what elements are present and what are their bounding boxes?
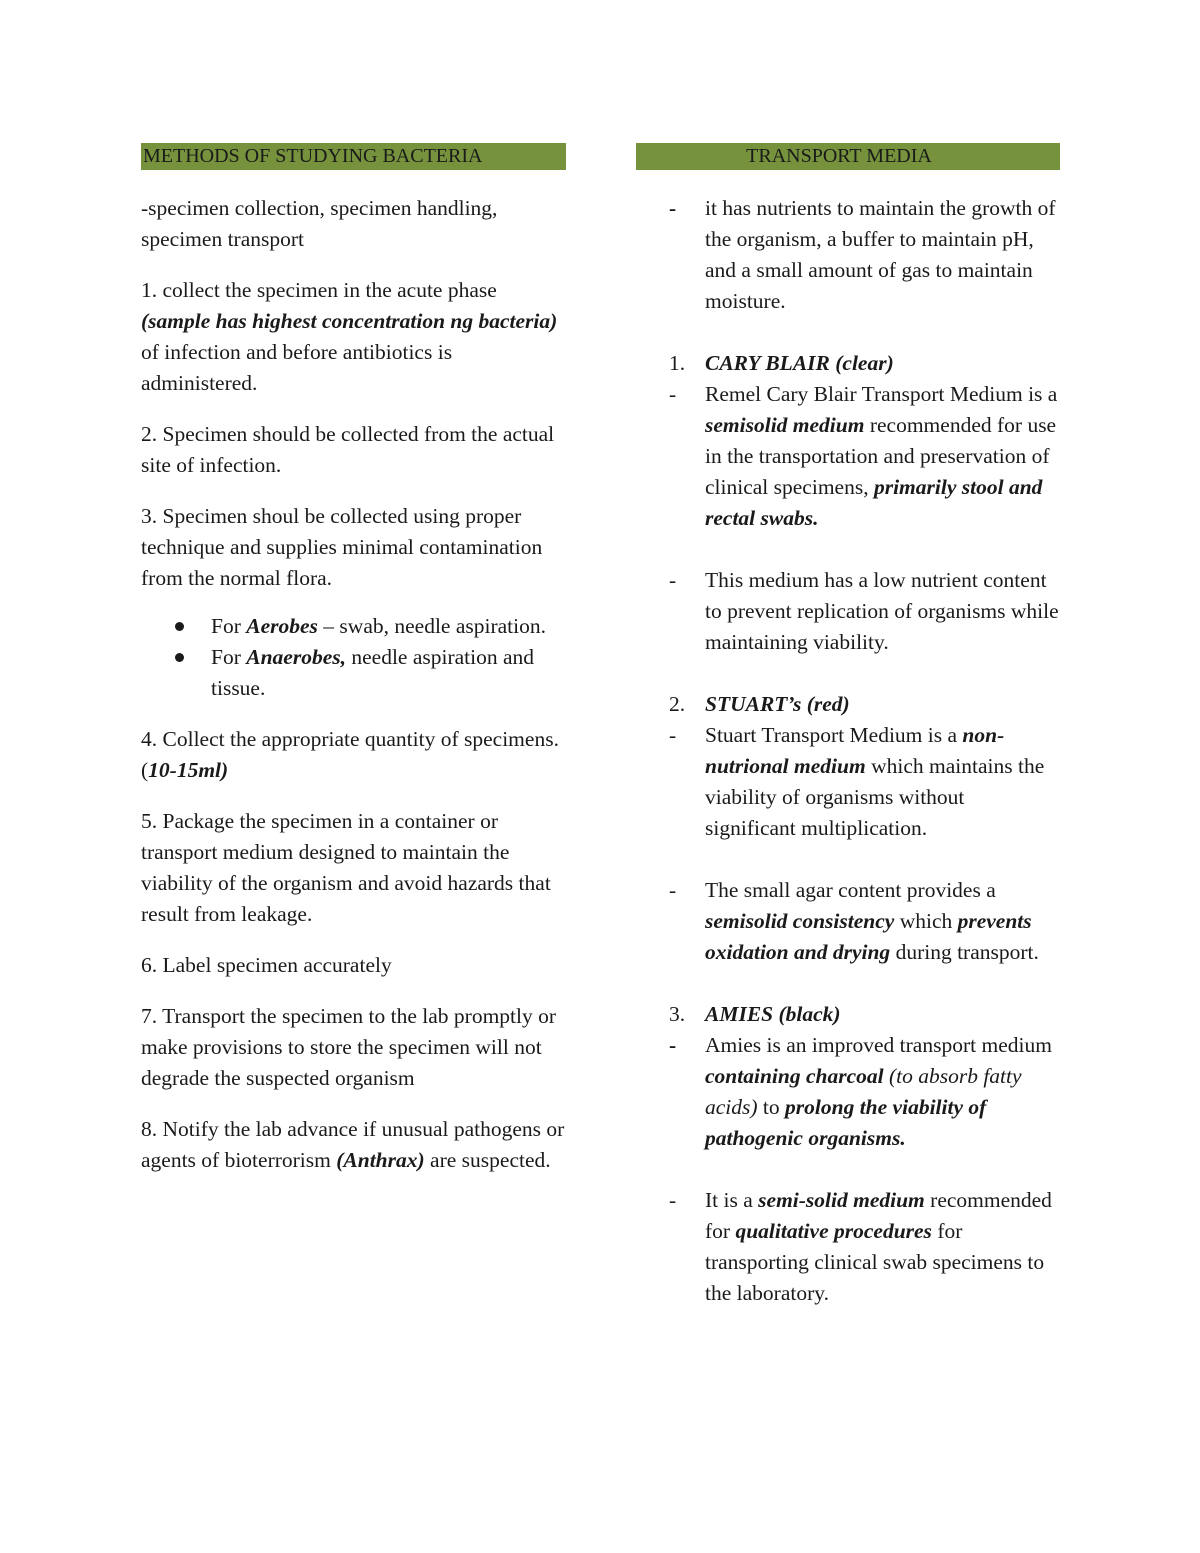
step-3: 3. Specimen shoul be collected using proper technique and supplies minimal contamination from the normal flora. — [141, 504, 543, 590]
right-heading: TRANSPORT MEDIA — [636, 143, 1060, 170]
medium-2-desc-2: - The small agar content provides a semisolid consistency which prevents oxidation and drying during transport. — [669, 878, 1039, 964]
bullet-dot-icon — [175, 653, 184, 662]
medium-3-title: 3. AMIES (black) — [669, 1002, 841, 1026]
medium-3-desc-1: - Amies is an improved transport medium containing charcoal (to absorb fatty acids) to prolong the viability of pathogenic organisms. — [669, 1033, 1052, 1150]
medium-2-desc-1: - Stuart Transport Medium is a non-nutrional medium which maintains the viability of organisms without significant multiplication. — [669, 723, 1045, 840]
medium-3-desc-2: - It is a semi-solid medium recommended for qualitative procedures for transporting clinical swab specimens to the laboratory. — [669, 1188, 1052, 1305]
step-8: 8. Notify the lab advance if unusual pathogens or agents of bioterrorism (Anthrax) are suspected. — [141, 1117, 565, 1172]
step-2: 2. Specimen should be collected from the actual site of infection. — [141, 422, 555, 477]
medium-1-title: 1. CARY BLAIR (clear) — [669, 351, 894, 375]
medium-2-title: 2. STUART’s (red) — [669, 692, 850, 716]
intro-text: -specimen collection, specimen handling, specimen transport — [141, 196, 498, 251]
bullet-dot-icon — [175, 622, 184, 631]
step-1: 1. collect the specimen in the acute phase (sample has highest concentration ng bacteria) of infection and before antibiotics is administered. — [141, 278, 558, 395]
step-6: 6. Label specimen accurately — [141, 953, 392, 977]
step-5: 5. Package the specimen in a container or transport medium designed to maintain the viability of the organism and avoid hazards that result from leakage. — [141, 809, 551, 926]
left-heading: METHODS OF STUDYING BACTERIA — [141, 143, 566, 170]
step-7: 7. Transport the specimen to the lab promptly or make provisions to store the specimen will not degrade the suspected organism — [141, 1004, 557, 1090]
bullet-list — [141, 611, 566, 704]
dash-marker: - — [669, 196, 677, 220]
medium-1-desc-2: - This medium has a low nutrient content to prevent replication of organisms while maintaining viability. — [669, 568, 1059, 654]
medium-1-desc-1: - Remel Cary Blair Transport Medium is a semisolid medium recommended for use in the transportation and preservation of clinical specimens, primarily stool and rectal swabs. — [669, 382, 1058, 530]
left-column — [141, 143, 566, 1196]
bullet-anaerobes: For Anaerobes, needle aspiration and tissue. — [141, 642, 566, 704]
right-column — [636, 143, 1060, 1309]
bullet-aerobes: For Aerobes – swab, needle aspiration. — [141, 611, 566, 642]
step-4: 4. Collect the appropriate quantity of specimens. (10-15ml) — [141, 727, 559, 782]
transport-media-intro: - it has nutrients to maintain the growth of the organism, a buffer to maintain pH, and a small amount of gas to maintain moisture. — [636, 193, 1060, 317]
